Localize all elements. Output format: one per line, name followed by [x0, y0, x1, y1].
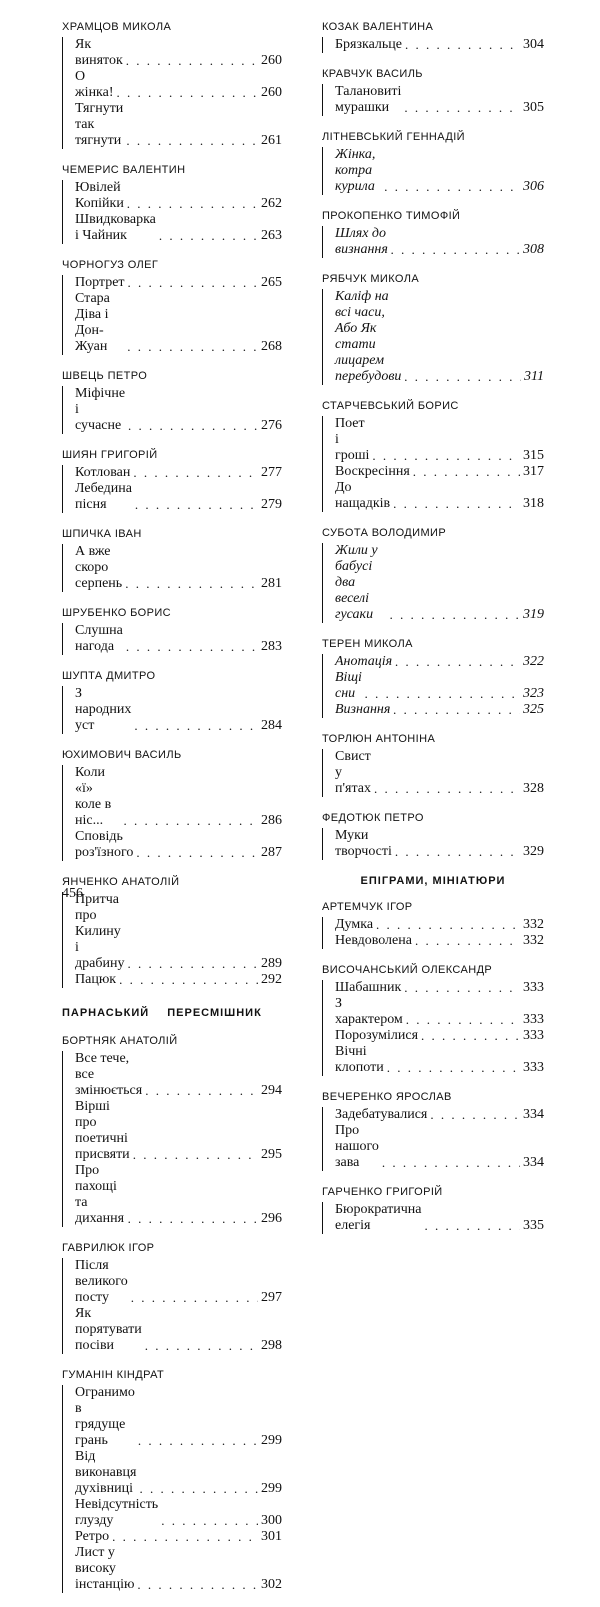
- work-page-number: 300: [261, 1513, 282, 1528]
- works-list: [62, 765, 282, 861]
- section-title-epigrams: ЕПІГРАМИ, МІНІАТЮРИ: [360, 875, 506, 887]
- works-list: [62, 386, 282, 434]
- author-name: ГАВРИЛЮК ІГОР: [62, 1242, 155, 1254]
- work-page-number: 268: [261, 339, 282, 354]
- work-row: [335, 289, 544, 385]
- work-page-number: 305: [523, 100, 544, 115]
- work-title: До нащадків: [335, 480, 391, 511]
- dot-leader: [402, 37, 520, 53]
- work-page-number: 332: [523, 933, 544, 948]
- work-title: Порозумілися: [335, 1028, 419, 1043]
- toc-entry: [62, 606, 282, 655]
- work-title: Невідсутність глузду: [75, 1497, 159, 1528]
- work-page-number: 287: [261, 845, 282, 860]
- work-title: Задебатувалися: [335, 1107, 428, 1122]
- author-name: ВЕЧЕРЕНКО ЯРОСЛАВ: [322, 1091, 452, 1103]
- dot-leader: [130, 1147, 258, 1163]
- work-title: Слушна нагода: [75, 623, 123, 654]
- work-page-number: 299: [261, 1433, 282, 1448]
- work-title: Про нашого зава: [335, 1123, 379, 1170]
- work-row: [75, 829, 282, 861]
- works-list: [62, 1385, 282, 1593]
- work-title: Лист у високу інстанцію: [75, 1545, 135, 1592]
- toc-entry: [322, 272, 544, 385]
- work-page-number: 281: [261, 576, 282, 591]
- work-row: [335, 1028, 544, 1044]
- works-list: [322, 37, 544, 53]
- work-page-number: 306: [523, 179, 544, 194]
- work-title: Про пахощі та дихання: [75, 1163, 125, 1226]
- works-list: [62, 465, 282, 513]
- dot-leader: [116, 972, 258, 988]
- work-page-number: 317: [523, 464, 544, 479]
- work-row: [335, 147, 544, 195]
- toc-entry: [322, 1185, 544, 1234]
- work-row: [75, 1545, 282, 1593]
- works-list: [62, 1258, 282, 1354]
- work-page-number: 276: [261, 418, 282, 433]
- work-row: [335, 1123, 544, 1171]
- works-list: [62, 180, 282, 244]
- work-page-number: 301: [261, 1529, 282, 1544]
- work-title: Сповідь роз'їзного: [75, 829, 134, 860]
- author-name: ШИЯН ГРИГОРІЙ: [62, 449, 158, 461]
- work-title: Жили у бабусі два веселі гусаки: [335, 543, 378, 622]
- work-row: [335, 933, 544, 949]
- author-name: КРАВЧУК ВАСИЛЬ: [322, 68, 423, 80]
- toc-entry: [322, 963, 544, 1076]
- work-page-number: 318: [523, 496, 544, 511]
- dot-leader: [392, 654, 520, 670]
- works-list: [62, 275, 282, 355]
- work-row: [335, 654, 544, 670]
- work-title: Портрет: [75, 275, 125, 290]
- works-list: [322, 226, 544, 258]
- toc-entry: [62, 875, 282, 988]
- section-title-parody: ПАРНАСЬКИЙ ПЕРЕСМІШНИК: [62, 1007, 262, 1019]
- work-title: Каліф на всі часи, Або Як стати лицарем перебудови: [335, 289, 402, 384]
- works-list: [62, 623, 282, 655]
- author-name: ФЕДОТЮК ПЕТРО: [322, 812, 424, 824]
- work-page-number: 333: [523, 1060, 544, 1075]
- author-name: ЧОРНОГУЗ ОЛЕГ: [62, 259, 159, 271]
- work-title: Стара Діва і Дон-Жуан: [75, 291, 110, 354]
- toc-entry: [62, 20, 282, 149]
- dot-leader: [121, 813, 258, 829]
- work-title: Коли «ї» коле в ніс...: [75, 765, 112, 828]
- work-row: [335, 543, 544, 623]
- work-title: Лебедина пісня: [75, 481, 132, 512]
- work-row: [75, 101, 282, 149]
- work-row: [75, 1163, 282, 1227]
- work-row: [75, 180, 282, 212]
- dot-leader: [124, 339, 258, 355]
- dot-leader: [131, 718, 258, 734]
- work-title: Невдоволена: [335, 933, 412, 948]
- author-name: СТАРЧЕВСЬКИЙ БОРИС: [322, 400, 459, 412]
- work-page-number: 329: [523, 844, 544, 859]
- works-list: [322, 654, 544, 718]
- work-title: Після великого посту: [75, 1258, 128, 1305]
- dot-leader: [379, 1155, 520, 1171]
- dot-leader: [158, 1513, 258, 1529]
- work-title: Брязкальце: [335, 37, 403, 52]
- works-list: [322, 84, 544, 116]
- author-name: РЯБЧУК МИКОЛА: [322, 273, 420, 285]
- work-page-number: 335: [523, 1218, 544, 1233]
- dot-leader: [410, 464, 520, 480]
- dot-leader: [124, 956, 258, 972]
- work-title: Ювілей Копійки: [75, 180, 124, 211]
- work-row: [335, 416, 544, 464]
- dot-leader: [136, 1481, 258, 1497]
- work-title: О жінка!: [75, 69, 114, 100]
- works-list: [62, 544, 282, 592]
- work-row: [75, 623, 282, 655]
- work-row: [75, 275, 282, 291]
- work-row: [335, 828, 544, 860]
- work-row: [75, 1385, 282, 1449]
- work-title: Міфічне і сучасне: [75, 386, 126, 433]
- work-title: Шлях до визнання: [335, 226, 388, 257]
- works-list: [62, 686, 282, 734]
- work-row: [335, 702, 544, 718]
- work-page-number: 279: [261, 497, 282, 512]
- author-name: ЮХИМОВИЧ ВАСИЛЬ: [62, 749, 182, 761]
- toc-entry: [322, 811, 544, 860]
- work-row: [75, 465, 282, 481]
- dot-leader: [403, 1012, 520, 1028]
- dot-leader: [401, 369, 521, 385]
- work-title: Жінка, котра курила: [335, 147, 376, 194]
- dot-leader: [390, 496, 520, 512]
- work-row: [335, 1202, 544, 1234]
- toc-entry: [62, 748, 282, 861]
- toc-entry: [322, 399, 544, 512]
- toc-entry: [322, 637, 544, 718]
- author-name: ШВЕЦЬ ПЕТРО: [62, 370, 148, 382]
- work-title: Від виконавця духівниці: [75, 1449, 137, 1496]
- toc-entry: [62, 448, 282, 513]
- work-page-number: 333: [523, 980, 544, 995]
- dot-leader: [156, 228, 258, 244]
- work-title: Думка: [335, 917, 374, 932]
- work-row: [75, 37, 282, 69]
- work-title: Віщі сни: [335, 670, 362, 701]
- work-title: Талановиті мурашки: [335, 84, 402, 115]
- toc-entry: [62, 369, 282, 434]
- left-entries-top: [62, 20, 282, 988]
- work-page-number: 283: [261, 639, 282, 654]
- toc-entry: [62, 1368, 282, 1593]
- author-name: ВИСОЧАНСЬКИЙ ОЛЕКСАНДР: [322, 964, 493, 976]
- work-row: [75, 212, 282, 244]
- work-page-number: 265: [261, 275, 282, 290]
- work-row: [75, 386, 282, 434]
- right-column: [322, 20, 544, 1248]
- dot-leader: [135, 1433, 258, 1449]
- work-title: Визнання: [335, 702, 391, 717]
- work-title: Шабашник: [335, 980, 402, 995]
- work-title: Муки творчості: [335, 828, 392, 859]
- work-title: Свист у п'ятах: [335, 749, 371, 796]
- dot-leader: [422, 1218, 520, 1234]
- work-row: [75, 1099, 282, 1163]
- work-page-number: 332: [523, 917, 544, 932]
- dot-leader: [384, 1060, 520, 1076]
- works-list: [322, 828, 544, 860]
- dot-leader: [412, 933, 520, 949]
- toc-entry: [322, 67, 544, 116]
- dot-leader: [125, 1211, 258, 1227]
- work-row: [75, 1449, 282, 1497]
- work-title: Поет і гроші: [335, 416, 370, 463]
- dot-leader: [401, 980, 520, 996]
- works-list: [322, 289, 544, 385]
- toc-entry: [62, 669, 282, 734]
- work-title: А вже скоро серпень: [75, 544, 123, 591]
- work-title: Котлован: [75, 465, 131, 480]
- work-page-number: 299: [261, 1481, 282, 1496]
- works-list: [62, 37, 282, 149]
- work-row: [335, 84, 544, 116]
- page-number: 456: [62, 886, 83, 901]
- toc-entry: [322, 130, 544, 195]
- work-row: [75, 481, 282, 513]
- work-page-number: 315: [523, 448, 544, 463]
- work-title: З народних уст: [75, 686, 132, 733]
- dot-leader: [388, 242, 520, 258]
- works-list: [62, 892, 282, 988]
- work-row: [335, 996, 544, 1028]
- author-name: ТОРЛЮН АНТОНІНА: [322, 733, 436, 745]
- dot-leader: [123, 639, 258, 655]
- work-row: [75, 1529, 282, 1545]
- work-page-number: 333: [523, 1028, 544, 1043]
- dot-leader: [134, 1577, 258, 1593]
- work-title: Пацюк: [75, 972, 117, 987]
- work-title: З характером: [335, 996, 403, 1027]
- dot-leader: [371, 781, 520, 797]
- author-name: ГУМАНІН КІНДРАТ: [62, 1369, 165, 1381]
- work-page-number: 334: [523, 1107, 544, 1122]
- work-row: [75, 1258, 282, 1306]
- toc-entry: [322, 900, 544, 949]
- work-page-number: 262: [261, 196, 282, 211]
- work-row: [75, 765, 282, 829]
- dot-leader: [125, 275, 258, 291]
- work-page-number: 328: [523, 781, 544, 796]
- work-row: [75, 1051, 282, 1099]
- author-name: ШУПТА ДМИТРО: [62, 670, 156, 682]
- toc-entry: [62, 527, 282, 592]
- work-page-number: 261: [261, 133, 282, 148]
- toc-entry: [322, 732, 544, 797]
- work-page-number: 322: [523, 654, 544, 669]
- author-name: СУБОТА ВОЛОДИМИР: [322, 527, 447, 539]
- work-page-number: 284: [261, 718, 282, 733]
- toc-entry: [62, 258, 282, 355]
- works-list: [322, 1107, 544, 1171]
- work-row: [75, 892, 282, 972]
- author-name: ПРОКОПЕНКО ТИМОФІЙ: [322, 210, 461, 222]
- work-page-number: 311: [524, 369, 544, 384]
- work-page-number: 260: [261, 85, 282, 100]
- author-name: ЛІТНЕВСЬКИЙ ГЕННАДІЙ: [322, 131, 465, 143]
- dot-leader: [128, 1290, 258, 1306]
- works-list: [322, 416, 544, 512]
- work-title: Як порятувати посіви: [75, 1306, 142, 1353]
- work-row: [75, 972, 282, 988]
- dot-leader: [123, 53, 258, 69]
- work-title: Все тече, все змінюється: [75, 1051, 143, 1098]
- toc-entry: [62, 163, 282, 244]
- work-page-number: 323: [523, 686, 544, 701]
- work-page-number: 296: [261, 1211, 282, 1226]
- work-title: Ретро: [75, 1529, 110, 1544]
- dot-leader: [382, 179, 520, 195]
- work-page-number: 289: [261, 956, 282, 971]
- work-page-number: 308: [523, 242, 544, 257]
- work-page-number: 286: [261, 813, 282, 828]
- dot-leader: [401, 100, 520, 116]
- work-page-number: 297: [261, 1290, 282, 1305]
- work-row: [335, 980, 544, 996]
- works-list: [322, 980, 544, 1076]
- author-name: КОЗАК ВАЛЕНТИНА: [322, 21, 434, 33]
- works-list: [322, 543, 544, 623]
- author-name: ШПИЧКА ІВАН: [62, 528, 142, 540]
- toc-entry: [62, 1034, 282, 1227]
- work-page-number: 298: [261, 1338, 282, 1353]
- author-name: ЯНЧЕНКО АНАТОЛІЙ: [62, 876, 180, 888]
- dot-leader: [114, 85, 258, 101]
- work-page-number: 294: [261, 1083, 282, 1098]
- dot-leader: [369, 448, 520, 464]
- work-title: Бюрократична елегія: [335, 1202, 422, 1233]
- left-entries-bottom: [62, 1034, 282, 1593]
- work-page-number: 263: [261, 228, 282, 243]
- work-page-number: 302: [261, 1577, 282, 1592]
- toc-entry: [322, 1090, 544, 1171]
- work-page-number: 304: [523, 37, 544, 52]
- work-row: [75, 686, 282, 734]
- work-page-number: 292: [261, 972, 282, 987]
- dot-leader: [142, 1338, 258, 1354]
- work-row: [335, 37, 544, 53]
- author-name: ТЕРЕН МИКОЛА: [322, 638, 413, 650]
- work-row: [335, 670, 544, 702]
- works-list: [322, 917, 544, 949]
- dot-leader: [392, 844, 520, 860]
- right-entries-bottom: [322, 900, 544, 1234]
- work-row: [335, 480, 544, 512]
- work-title: Вірші про поетичні присвяти: [75, 1099, 130, 1162]
- dot-leader: [418, 1028, 520, 1044]
- work-title: Тягнути так тягнути: [75, 101, 124, 148]
- dot-leader: [373, 917, 520, 933]
- work-row: [335, 749, 544, 797]
- work-page-number: 277: [261, 465, 282, 480]
- work-title: Швидковарка і Чайник: [75, 212, 156, 243]
- work-row: [335, 1044, 544, 1076]
- works-list: [322, 749, 544, 797]
- author-name: ГАРЧЕНКО ГРИГОРІЙ: [322, 1186, 443, 1198]
- dot-leader: [142, 1083, 258, 1099]
- dot-leader: [109, 1529, 258, 1545]
- toc-entry: [62, 1241, 282, 1354]
- work-page-number: 333: [523, 1012, 544, 1027]
- works-list: [322, 1202, 544, 1234]
- left-column: [62, 20, 282, 1607]
- works-list: [322, 147, 544, 195]
- dot-leader: [124, 196, 258, 212]
- work-row: [75, 1497, 282, 1529]
- dot-leader: [362, 686, 520, 702]
- dot-leader: [132, 497, 258, 513]
- dot-leader: [130, 465, 258, 481]
- dot-leader: [133, 845, 258, 861]
- work-title: Воскресіння: [335, 464, 410, 479]
- work-page-number: 325: [523, 702, 544, 717]
- work-title: Вічні клопоти: [335, 1044, 384, 1075]
- toc-entry: [322, 209, 544, 258]
- author-name: ХРАМЦОВ МИКОЛА: [62, 21, 172, 33]
- author-name: ШРУБЕНКО БОРИС: [62, 607, 171, 619]
- work-page-number: 295: [261, 1147, 282, 1162]
- work-title: Огранимо в грядуще грань: [75, 1385, 135, 1448]
- work-page-number: 260: [261, 53, 282, 68]
- dot-leader: [122, 576, 258, 592]
- work-title: Притча про Килину і драбину: [75, 892, 125, 971]
- dot-leader: [390, 702, 520, 718]
- dot-leader: [123, 133, 258, 149]
- author-name: АРТЕМЧУК ІГОР: [322, 901, 413, 913]
- work-title: Як виняток: [75, 37, 123, 68]
- work-row: [335, 1107, 544, 1123]
- dot-leader: [125, 418, 258, 434]
- work-row: [75, 1306, 282, 1354]
- author-name: БОРТНЯК АНАТОЛІЙ: [62, 1035, 178, 1047]
- dot-leader: [387, 607, 520, 623]
- work-title: Анотація: [335, 654, 393, 669]
- work-row: [335, 464, 544, 480]
- work-row: [75, 544, 282, 592]
- author-name: ЧЕМЕРИС ВАЛЕНТИН: [62, 164, 186, 176]
- work-page-number: 319: [523, 607, 544, 622]
- toc-entry: [322, 20, 544, 53]
- toc-entry: [322, 526, 544, 623]
- works-list: [62, 1051, 282, 1227]
- work-page-number: 334: [523, 1155, 544, 1170]
- work-row: [75, 69, 282, 101]
- work-row: [335, 226, 544, 258]
- work-row: [75, 291, 282, 355]
- dot-leader: [427, 1107, 520, 1123]
- right-entries-top: [322, 20, 544, 860]
- work-row: [335, 917, 544, 933]
